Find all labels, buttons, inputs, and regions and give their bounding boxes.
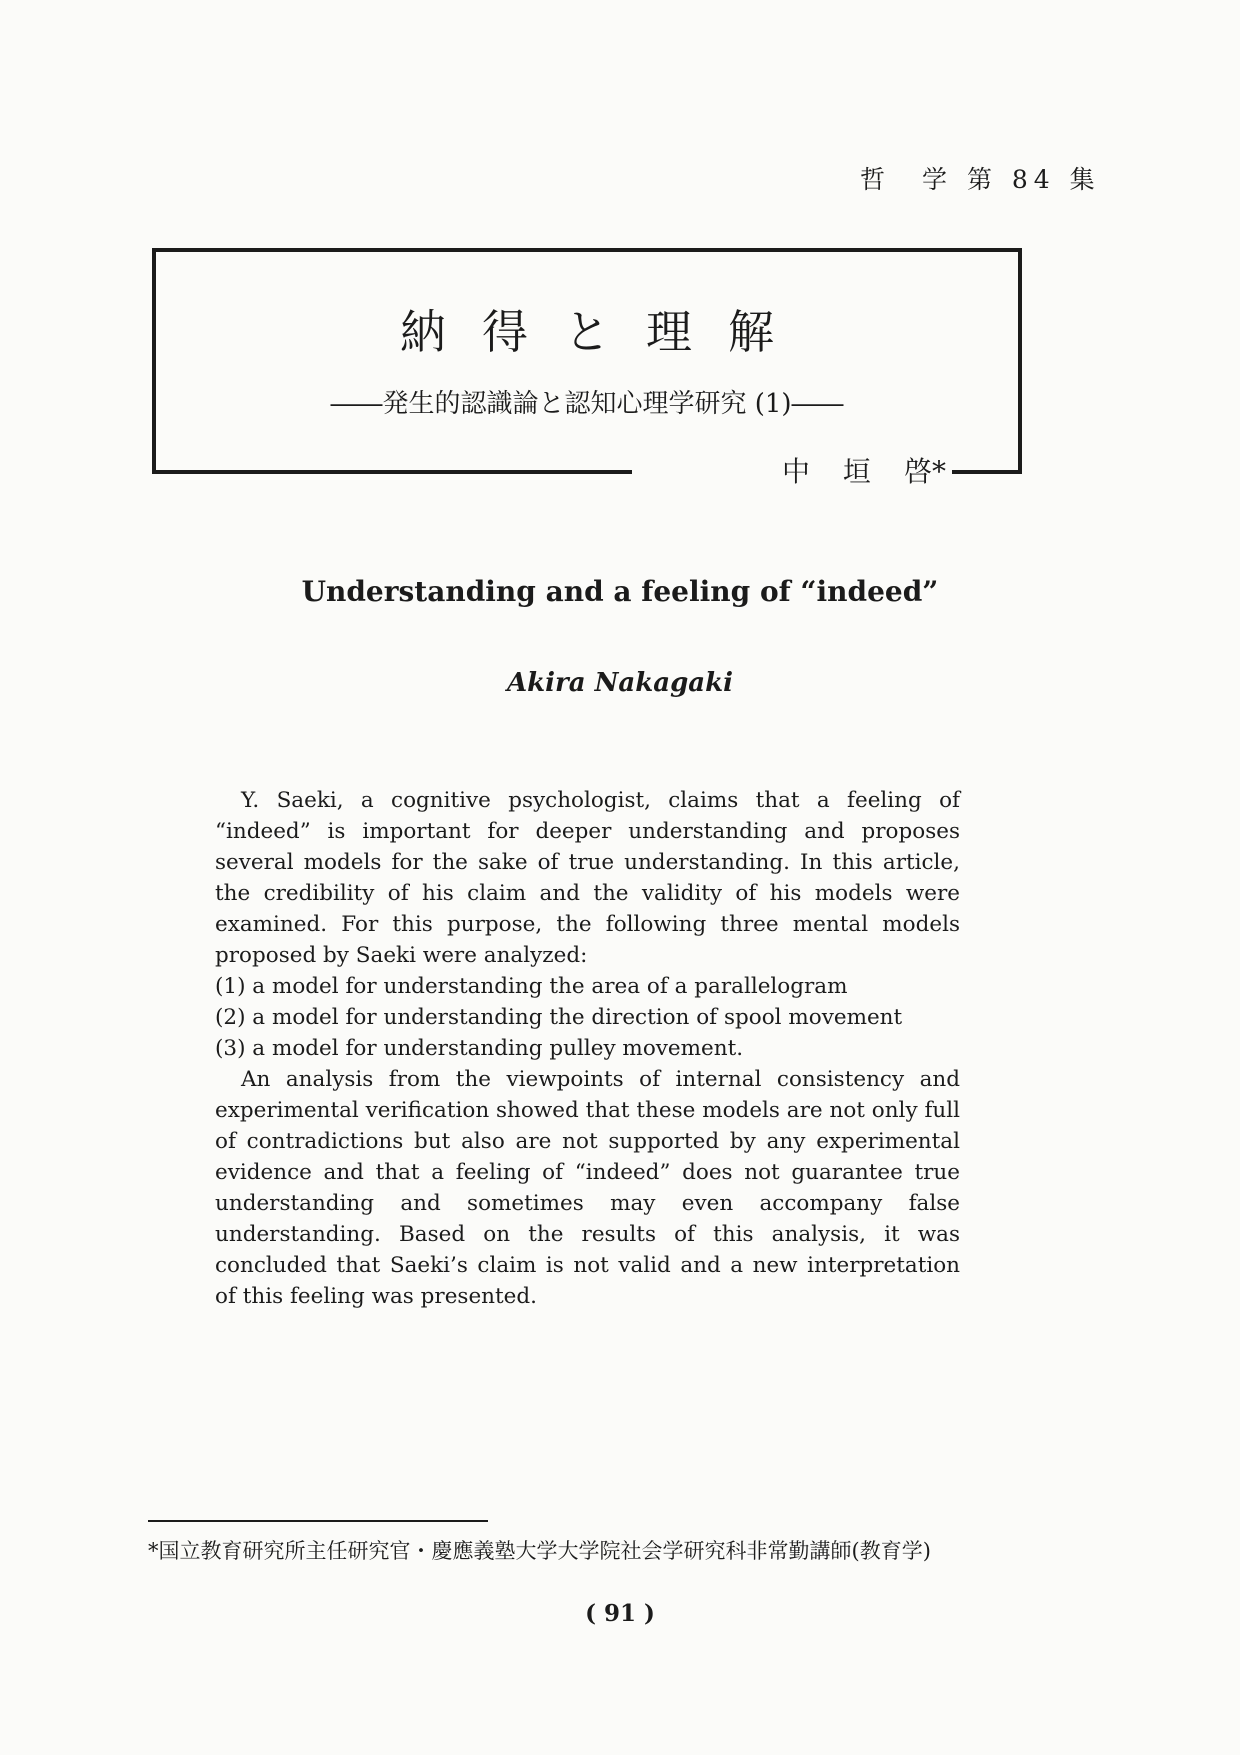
english-author: Akira Nakagaki <box>506 668 734 698</box>
abstract <box>215 785 960 1312</box>
frame-line-top <box>152 248 1022 252</box>
abstract-list-item: (2) a model for understanding the direction of spool movement <box>215 1005 903 1030</box>
japanese-title: 納得と理解 <box>400 305 810 359</box>
author-family-char-1: 中 <box>782 450 810 490</box>
frame-line-bottom-left <box>152 470 632 474</box>
abstract-list-item: (1) a model for understanding the area of a parallelogram <box>215 974 848 999</box>
title-frame <box>152 248 1022 488</box>
japanese-author <box>632 452 952 488</box>
english-title: Understanding and a feeling of “indeed” <box>301 575 939 608</box>
abstract-list-item: (3) a model for understanding pulley movement. <box>215 1036 744 1061</box>
author-given-name: 啓* <box>904 450 946 490</box>
abstract-paragraph-1: Y. Saeki, a cognitive psychologist, claims that a feeling of “indeed” is important for deeper understanding and proposes several models for the sake of true understanding. In this article, the credibility of his claim and the validity of his models were examined. For this purpose, the following three mental models proposed by Saeki were analyzed: <box>215 788 960 968</box>
author-family-char-2: 垣 <box>843 450 871 490</box>
frame-line-bottom-right <box>952 470 1022 474</box>
abstract-paragraph-2: An analysis from the viewpoints of internal consistency and experimental verification showed that these models are not only full of contradictions but also are not supported by any experimental evidence and that a feeling of “indeed” does not guarantee true understanding and sometimes may even accompany false understanding. Based on the results of this analysis, it was concluded that Saeki’s claim is not valid and a new interpretation of this feeling was presented. <box>215 1067 960 1309</box>
page-number: ( 91 ) <box>585 1600 655 1627</box>
author-affiliation-footnote: *国立教育研究所主任研究官・慶應義塾大学大学院社会学研究科非常勤講師(教育学) <box>148 1539 931 1563</box>
footnote-divider <box>148 1520 488 1522</box>
japanese-subtitle: ――発生的認識論と認知心理学研究 (1)―― <box>330 389 844 419</box>
journal-header: 哲 学 第 84 集 <box>860 165 1101 194</box>
